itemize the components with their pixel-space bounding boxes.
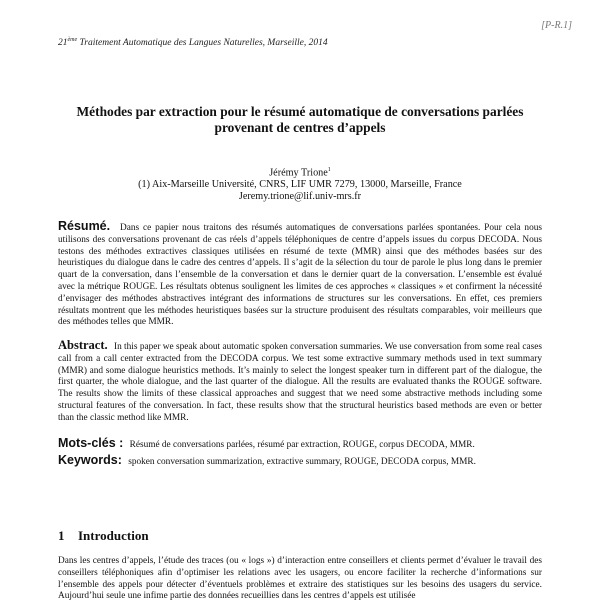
author-email: Jeremy.trione@lif.univ-mrs.fr — [238, 191, 362, 203]
conference-number: 21 — [58, 38, 68, 49]
section-heading-introduction — [58, 528, 149, 544]
paper-id: [P-R.1] — [541, 20, 572, 31]
author-affiliation: (1) Aix-Marseille Université, CNRS, LIF UMR 7279, 13000, Marseille, France — [138, 179, 462, 191]
conference-number-suffix: ème — [67, 37, 78, 43]
conference-header — [58, 37, 328, 48]
keywords-fr-label: Mots-clés : — [58, 436, 124, 450]
resume-text: Dans ce papier nous traitons des résumés automatiques de conversations parlées spontanées. Pour cela nous utilisons des conversations provenant de cas réels d’appels téléphoniques de centre d’appels issues du corpus DECODA. Nous testons des méthodes extractives classiques utilisées en résumé de texte (MMR) ainsi que des méthodes basées sur des heuristiques du dialogue dans le cadre des centres d’appels. Il s’agit de la sélection du tour de parole le plus long dans le premier quart de la conversation, dans l’ensemble de la conversation et dans le dernier quart de la conversation. L’ensemble est évalué avec la métrique ROUGE. Les résultats obtenus soulignent les limites de ces approches « classiques » et confirment la nécessité d’envisager des méthodes abstractives intégrant des informations de structures sur les conversations. En effet, ces premiers résultats montrent que les méthodes heuristiques basées sur la structure produisent des résultats comparables, voir meilleurs que des méthodes telles que MMR. — [58, 223, 542, 328]
keywords-en-text: spoken conversation summarization, extractive summary, ROUGE, DECODA corpus, MMR. — [128, 457, 476, 467]
introduction-paragraph: Dans les centres d’appels, l’étude des traces (ou « logs ») d’interaction entre conseillers et clients permet d’évaluer le travail des conseillers téléphoniques afin d’optimiser les relations avec les usagers, ou encore faciliter la recherche d’informations sur l’ensemble des appels pour détecter d’éventuels problèmes et extraire des statistiques sur les besoins des usagers du service. Aujourd’hui seule une infime partie des données recueillies dans les centres d’appels est utilisée — [58, 556, 542, 602]
paper-title — [40, 104, 560, 136]
author-block — [40, 164, 560, 203]
author-name: Jérémy Trione — [269, 167, 328, 179]
title-line-1: Méthodes par extraction pour le résumé automatique de conversations parlées — [76, 104, 524, 119]
abstract-paragraph — [58, 340, 542, 425]
keywords-en — [58, 453, 542, 470]
author-affiliation-marker: 1 — [327, 167, 331, 173]
abstract-label: Abstract. — [58, 338, 108, 352]
title-line-2: provenant de centres d’appels — [214, 120, 386, 135]
keywords-fr — [58, 436, 542, 453]
keywords-fr-text: Résumé de conversations parlées, résumé par extraction, ROUGE, corpus DECODA, MMR. — [129, 440, 475, 450]
section-title: Introduction — [78, 528, 149, 543]
abstract-text: In this paper we speak about automatic spoken conversation summaries. We use conversation from some real cases call from a call center extracted from the DECODA corpus. We test some extractive summary methods used in text summary (MMR) and some dialogue heuristics methods. It’s mainly to select the longest speaker turn in different part of the dialogue, the first quarter, the whole dialogue, and the last quarter of the dialogue. All the results are evaluated thanks the ROUGE software. The results show the limits of these classical approaches and suggest that we need some abstractive methods including some structural features of the conversation. In fact, these results show that the structural heuristics based methods are even or better than the classic method like MMR. — [58, 342, 542, 423]
conference-name: Traitement Automatique des Langues Naturelles, Marseille, 2014 — [77, 38, 328, 49]
keywords-en-label: Keywords: — [58, 453, 122, 467]
keywords-block — [58, 436, 542, 470]
section-number: 1 — [58, 528, 65, 543]
resume-label: Résumé. — [58, 219, 111, 233]
resume-paragraph — [58, 221, 542, 329]
author-line — [40, 164, 560, 179]
